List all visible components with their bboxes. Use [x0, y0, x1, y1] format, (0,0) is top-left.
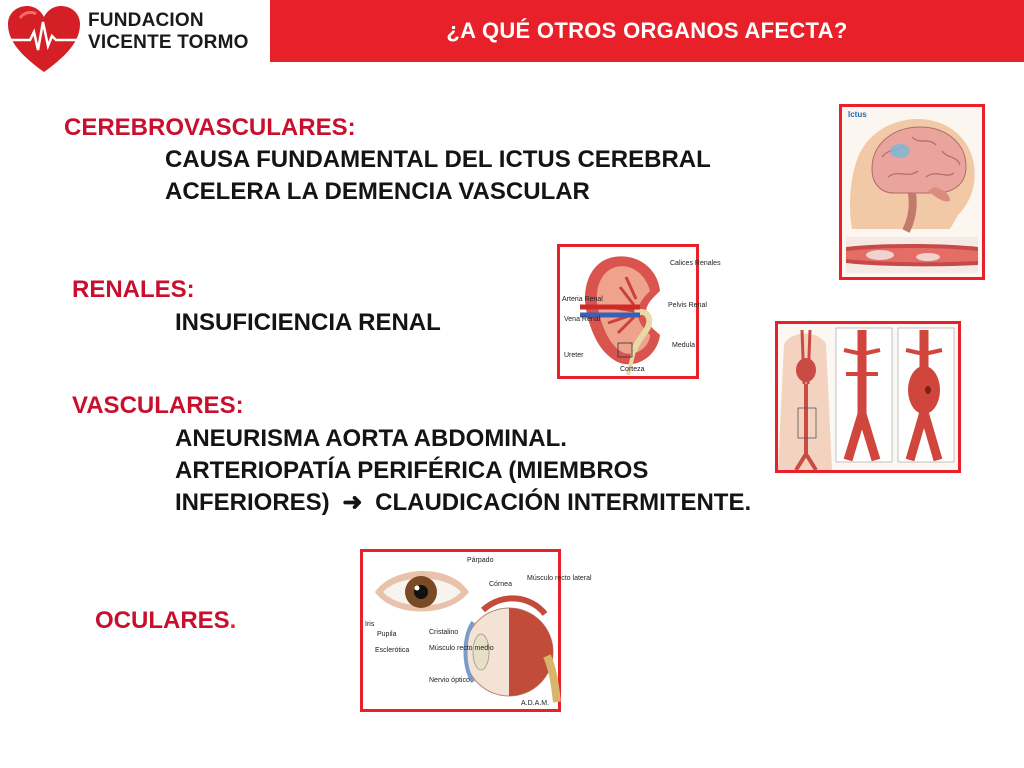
eye-label-musculo-medio: Músculo recto medio: [429, 645, 494, 652]
cerebro-heading: CEREBROVASCULARES:: [64, 114, 356, 141]
aorta-aneurysm-image: [775, 321, 961, 473]
vasculares-item-2: ARTERIOPATÍA PERIFÉRICA (MIEMBROS: [175, 457, 649, 484]
kidney-label-ureter: Ureter: [564, 352, 584, 359]
heart-ecg-icon: [6, 4, 82, 76]
brain-illustration: [842, 107, 982, 277]
eye-label-iris: Iris: [365, 621, 375, 628]
logo-line2: VICENTE TORMO: [88, 32, 249, 53]
cerebro-item-1: CAUSA FUNDAMENTAL DEL ICTUS CEREBRAL: [165, 146, 711, 173]
oculares-label: OCULARES: [95, 607, 230, 634]
page-title: ¿A QUÉ OTROS ORGANOS AFECTA?: [446, 18, 848, 43]
kidney-label-arteria: Arteria Renal: [562, 296, 603, 303]
eye-label-musculo-lateral: Músculo recto lateral: [527, 575, 592, 582]
eye-label-nervio: Nervio óptico: [429, 677, 470, 684]
renales-item-1: INSUFICIENCIA RENAL: [175, 309, 441, 336]
eye-label-parpado: Párpado: [467, 557, 494, 564]
adam-watermark: A.D.A.M.: [521, 700, 550, 707]
right-arrow-icon: ➜: [342, 489, 363, 516]
eye-label-cornea: Córnea: [489, 581, 512, 588]
header-bar: [270, 0, 1024, 62]
brain-label: Ictus: [848, 110, 867, 119]
brain-ictus-image: [839, 104, 985, 280]
kidney-label-corteza: Corteza: [620, 366, 645, 373]
kidney-label-vena: Vena Renal: [564, 316, 601, 323]
aorta-illustration: [778, 324, 958, 470]
renales-heading: RENALES:: [72, 276, 195, 303]
kidney-label-medula: Medula: [672, 342, 695, 349]
kidney-illustration: [560, 247, 721, 376]
eye-label-cristalino: Cristalino: [429, 629, 459, 636]
eye-label-esclerotica: Esclerótica: [375, 647, 410, 654]
logo-text: [88, 10, 249, 54]
vasculares-item-3b: CLAUDICACIÓN INTERMITENTE.: [375, 489, 752, 516]
eye-anatomy-image: [360, 549, 592, 712]
vasculares-item-1: ANEURISMA AORTA ABDOMINAL.: [175, 425, 567, 452]
logo-line1: FUNDACION: [88, 10, 204, 31]
eye-label-pupila: Pupila: [377, 631, 397, 638]
logo: [0, 0, 268, 80]
kidney-label-calices: Calices Renales: [670, 260, 721, 267]
kidney-label-pelvis: Pelvis Renal: [668, 302, 707, 309]
kidney-image: [557, 244, 721, 379]
cerebro-item-2: ACELERA LA DEMENCIA VASCULAR: [165, 178, 590, 205]
oculares-period: .: [229, 607, 237, 634]
eye-illustration: [363, 552, 592, 709]
vasculares-item-3a: INFERIORES): [175, 489, 330, 516]
vasculares-item-3: [175, 487, 751, 519]
oculares-heading: [95, 605, 236, 637]
vasculares-heading: VASCULARES:: [72, 392, 244, 419]
